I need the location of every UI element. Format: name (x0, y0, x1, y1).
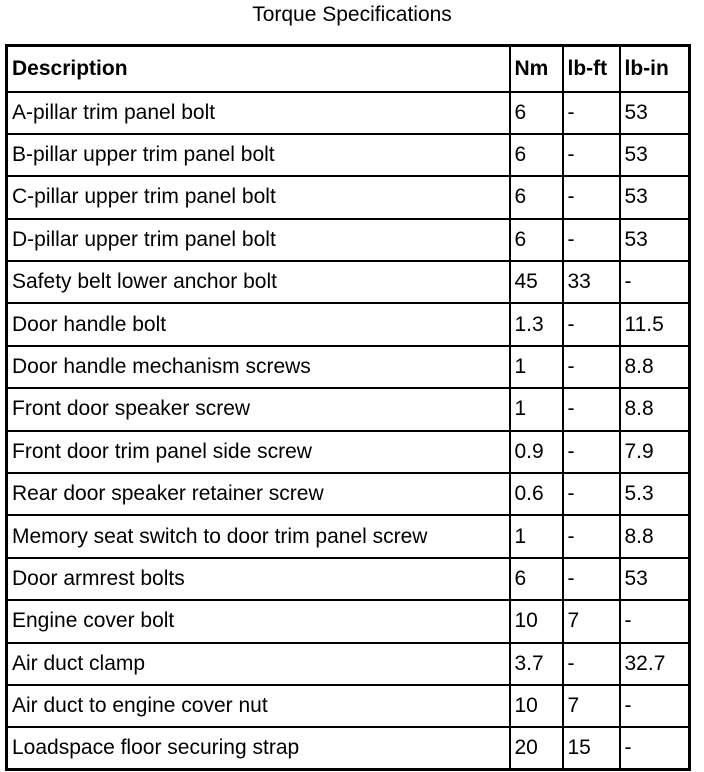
cell-lb-in: 5.3 (620, 473, 690, 515)
cell-lb-ft: - (563, 134, 620, 176)
cell-nm: 3.7 (510, 643, 563, 685)
column-header-nm: Nm (510, 46, 563, 92)
cell-nm: 1 (510, 388, 563, 430)
column-header-lb-in: lb-in (620, 46, 690, 92)
page-title: Torque Specifications (252, 3, 452, 26)
cell-description: Rear door speaker retainer screw (7, 473, 510, 515)
cell-lb-in: - (620, 727, 690, 769)
cell-lb-in: 8.8 (620, 515, 690, 557)
cell-nm: 1 (510, 515, 563, 557)
cell-description: Safety belt lower anchor bolt (7, 261, 510, 303)
cell-nm: 10 (510, 685, 563, 727)
cell-lb-ft: - (563, 303, 620, 345)
cell-lb-ft: - (563, 431, 620, 473)
cell-description: Front door trim panel side screw (7, 431, 510, 473)
cell-nm: 20 (510, 727, 563, 769)
table-row (7, 303, 690, 345)
cell-lb-ft: - (563, 515, 620, 557)
cell-lb-in: - (620, 600, 690, 642)
cell-description: Engine cover bolt (7, 600, 510, 642)
cell-nm: 6 (510, 219, 563, 261)
cell-lb-ft: - (563, 558, 620, 600)
table-row (7, 176, 690, 218)
column-header-description: Description (7, 46, 510, 92)
cell-description: Door handle bolt (7, 303, 510, 345)
cell-nm: 10 (510, 600, 563, 642)
cell-description: Door handle mechanism screws (7, 346, 510, 388)
cell-lb-ft: - (563, 92, 620, 134)
torque-spec-table (5, 44, 691, 771)
cell-description: Door armrest bolts (7, 558, 510, 600)
table-row (7, 558, 690, 600)
cell-nm: 6 (510, 92, 563, 134)
cell-description: Memory seat switch to door trim panel screw (7, 515, 510, 557)
cell-lb-in: 8.8 (620, 388, 690, 430)
cell-lb-ft: - (563, 219, 620, 261)
cell-description: Air duct to engine cover nut (7, 685, 510, 727)
table-row (7, 431, 690, 473)
table-row (7, 600, 690, 642)
cell-nm: 45 (510, 261, 563, 303)
cell-lb-in: - (620, 685, 690, 727)
cell-description: D-pillar upper trim panel bolt (7, 219, 510, 261)
cell-lb-in: 7.9 (620, 431, 690, 473)
cell-nm: 1.3 (510, 303, 563, 345)
cell-lb-ft: - (563, 473, 620, 515)
table-row (7, 388, 690, 430)
cell-lb-ft: - (563, 176, 620, 218)
cell-lb-ft: 7 (563, 685, 620, 727)
table-row (7, 92, 690, 134)
table-row (7, 473, 690, 515)
cell-description: Front door speaker screw (7, 388, 510, 430)
cell-description: C-pillar upper trim panel bolt (7, 176, 510, 218)
cell-lb-in: 53 (620, 558, 690, 600)
table-row (7, 261, 690, 303)
cell-lb-in: 53 (620, 134, 690, 176)
cell-lb-ft: - (563, 643, 620, 685)
cell-description: Air duct clamp (7, 643, 510, 685)
table-header-row (7, 46, 690, 92)
table-row (7, 515, 690, 557)
column-header-lb-ft: lb-ft (563, 46, 620, 92)
cell-lb-in: 8.8 (620, 346, 690, 388)
table-row (7, 727, 690, 769)
table-row (7, 685, 690, 727)
cell-nm: 1 (510, 346, 563, 388)
table-row (7, 134, 690, 176)
cell-lb-ft: 15 (563, 727, 620, 769)
cell-lb-in: 11.5 (620, 303, 690, 345)
cell-lb-in: 32.7 (620, 643, 690, 685)
cell-nm: 0.6 (510, 473, 563, 515)
table-row (7, 346, 690, 388)
cell-description: Loadspace floor securing strap (7, 727, 510, 769)
table-row (7, 643, 690, 685)
cell-nm: 6 (510, 176, 563, 218)
cell-description: B-pillar upper trim panel bolt (7, 134, 510, 176)
cell-lb-in: 53 (620, 176, 690, 218)
cell-lb-in: 53 (620, 92, 690, 134)
cell-description: A-pillar trim panel bolt (7, 92, 510, 134)
cell-lb-in: - (620, 261, 690, 303)
cell-nm: 6 (510, 134, 563, 176)
cell-lb-ft: 33 (563, 261, 620, 303)
table-row (7, 219, 690, 261)
cell-lb-ft: 7 (563, 600, 620, 642)
cell-lb-ft: - (563, 388, 620, 430)
cell-nm: 6 (510, 558, 563, 600)
cell-lb-in: 53 (620, 219, 690, 261)
table-body (7, 92, 690, 770)
cell-lb-ft: - (563, 346, 620, 388)
cell-nm: 0.9 (510, 431, 563, 473)
